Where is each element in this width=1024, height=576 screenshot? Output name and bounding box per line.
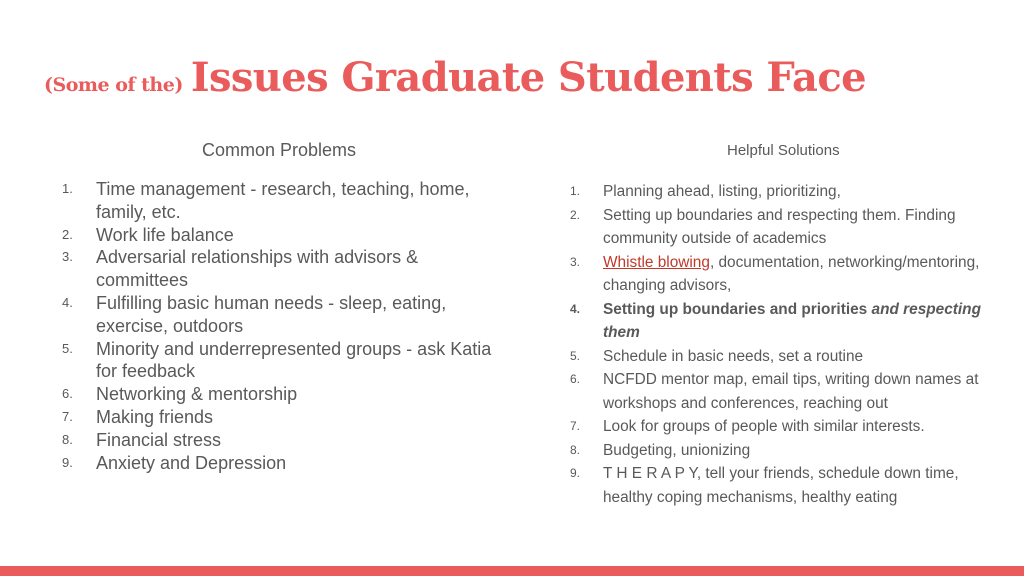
whistle-blowing-link[interactable]: Whistle blowing <box>603 253 710 271</box>
solution-item <box>570 251 988 298</box>
problem-text: Financial stress <box>96 429 222 450</box>
list-number: 9. <box>62 454 73 470</box>
problem-text: Networking & mentorship <box>96 384 298 405</box>
problem-text: Making friends <box>96 406 214 427</box>
list-number: 4. <box>62 294 73 310</box>
problem-text: Fulfilling basic human needs - sleep, eating, exercise, outdoors <box>96 292 447 336</box>
problem-item <box>62 292 496 338</box>
common-problems-heading: Common Problems <box>202 140 357 160</box>
problem-item <box>62 246 496 292</box>
solution-text: NCFDD mentor map, email tips, writing down names at workshops and conferences, reaching out <box>603 371 979 412</box>
solution-item <box>570 415 988 439</box>
list-number: 7. <box>62 408 73 424</box>
solution-text: Look for groups of people with similar interests. <box>603 418 925 435</box>
solution-item <box>570 345 988 369</box>
solution-text: Planning ahead, listing, prioritizing, <box>603 183 841 200</box>
solution-item <box>570 180 988 204</box>
solution-text: , documentation, networking/mentoring, changing advisors, <box>603 253 980 294</box>
problem-item <box>62 406 496 429</box>
list-number: 1. <box>62 181 73 196</box>
list-number: 9. <box>570 466 581 480</box>
list-number: 2. <box>62 226 73 242</box>
slide-title <box>44 54 866 101</box>
solution-item <box>570 368 988 415</box>
solution-text: T H E R A P Y, tell your friends, schedule down time, healthy coping mechanisms, healthy eating <box>603 465 959 506</box>
solution-text: Setting up boundaries and respecting them. Finding community outside of academics <box>603 206 956 247</box>
solution-item <box>570 204 988 251</box>
problem-text: Work life balance <box>96 224 234 245</box>
solution-item <box>570 439 988 463</box>
footer-accent-bar <box>0 566 1024 576</box>
solution-text: Schedule in basic needs, set a routine <box>603 347 864 365</box>
list-number: 4. <box>570 301 581 316</box>
problem-text: Time management - research, teaching, home, family, etc. <box>96 179 470 222</box>
solution-text-bold-italic: and respecting them <box>603 300 981 341</box>
solution-item <box>570 462 988 509</box>
problem-item <box>62 224 496 247</box>
list-number: 3. <box>570 254 581 269</box>
solutions-list <box>570 180 988 509</box>
problem-text: Anxiety and Depression <box>96 452 287 473</box>
solution-item <box>570 298 988 345</box>
list-number: 5. <box>570 348 581 363</box>
problem-item <box>62 178 496 224</box>
solution-text-bold: Setting up boundaries and priorities <box>603 300 872 318</box>
list-number: 3. <box>62 249 73 265</box>
problem-item <box>62 452 496 475</box>
title-prefix: (Some of the) <box>44 74 183 96</box>
problem-text: Minority and underrepresented groups - ask Katia for feedback <box>96 338 492 382</box>
title-main: Issues Graduate Students Face <box>190 54 866 101</box>
solution-text: Budgeting, unionizing <box>603 441 751 459</box>
list-number: 7. <box>570 419 581 433</box>
list-number: 8. <box>62 431 73 447</box>
problem-item <box>62 429 496 452</box>
list-number: 2. <box>570 207 581 222</box>
helpful-solutions-heading: Helpful Solutions <box>727 142 840 159</box>
list-number: 5. <box>62 340 73 356</box>
list-number: 1. <box>570 184 581 198</box>
problem-item <box>62 383 496 406</box>
list-number: 6. <box>570 372 581 386</box>
problem-item <box>62 338 496 384</box>
list-number: 8. <box>570 442 581 457</box>
list-number: 6. <box>62 386 73 402</box>
problems-list <box>62 178 496 474</box>
problem-text: Adversarial relationships with advisors & committees <box>96 247 419 291</box>
